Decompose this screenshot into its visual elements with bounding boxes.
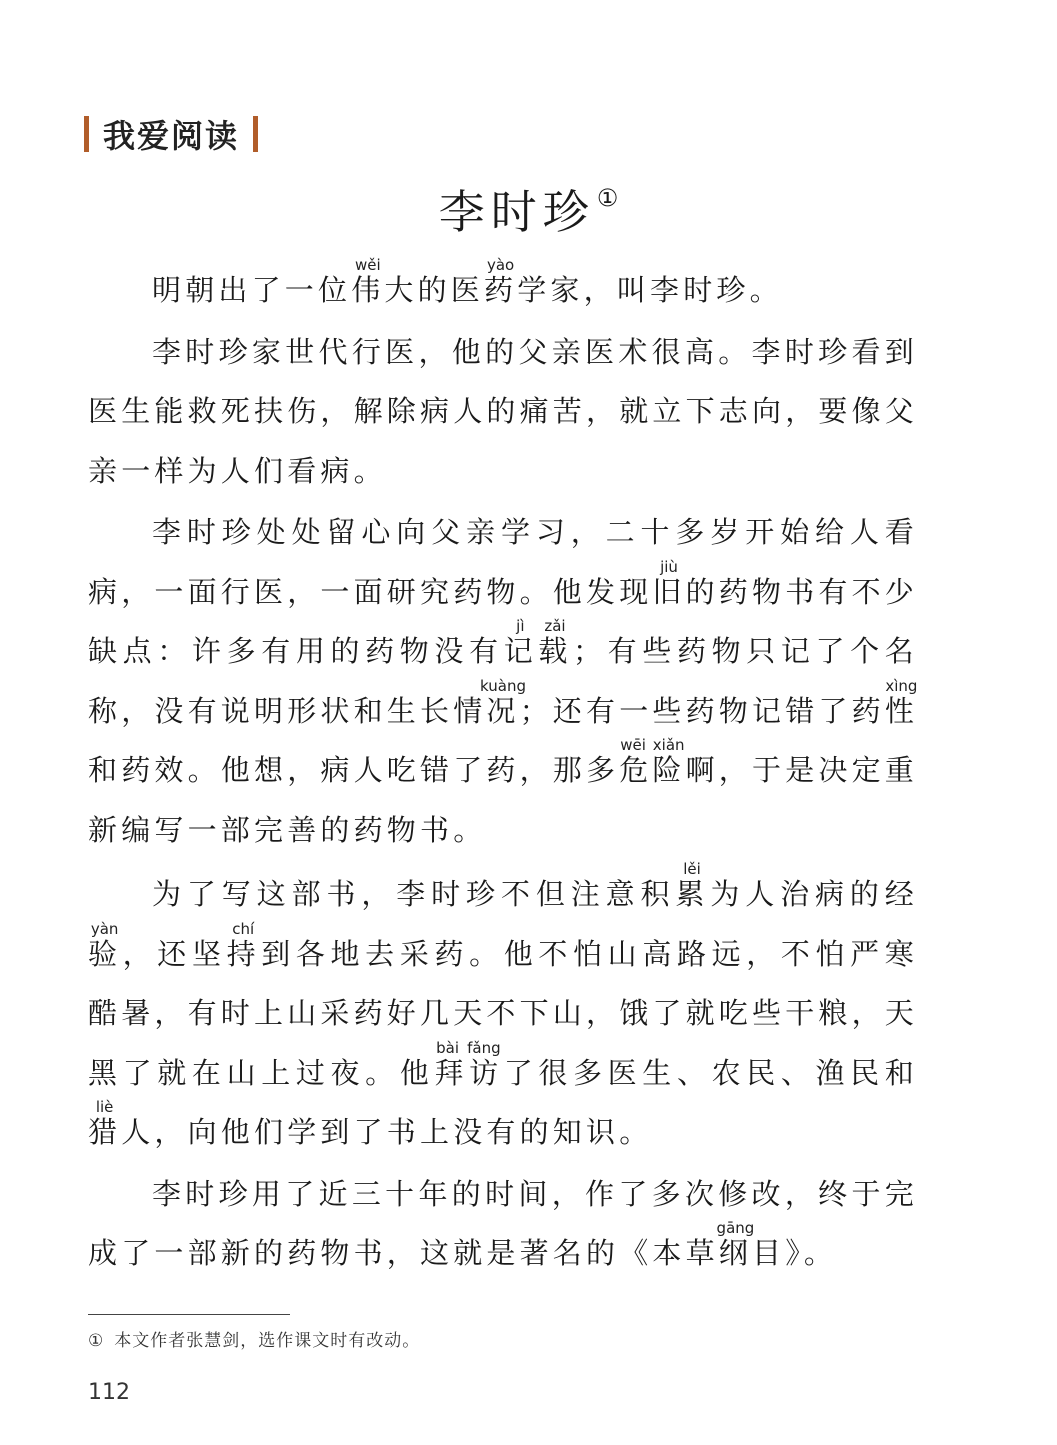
text-run: 李时珍家世代行医，他的父亲医术很高。李时珍看到医生能救死扶伤，解除病人的痛苦，就立下志向，要像父亲一样为人们看病。: [88, 334, 919, 488]
ruby-annotated-word: 拜访bài fǎng: [434, 1038, 504, 1090]
text-run: ，还坚: [122, 936, 227, 971]
pinyin: lěi: [675, 860, 709, 878]
section-header: [84, 112, 258, 156]
text-run: 的药物书有不少缺点：许多有用的药物没有: [88, 574, 919, 668]
ruby-annotated-word: 猎liè: [88, 1098, 122, 1149]
ruby-annotated-word: 累lěi: [675, 860, 711, 911]
footnote-mark: ①: [88, 1331, 105, 1351]
article-title: 李时珍: [438, 185, 595, 239]
pinyin: xìng: [884, 676, 919, 695]
pinyin: wēi xiǎn: [619, 736, 686, 754]
text-run: 李时珍用了近三十年的时间，作了多次修改，终于完成了一部新的药物书，这就是著名的《本草: [88, 1176, 918, 1270]
paragraph: [88, 258, 918, 321]
pinyin: zǎi: [538, 617, 572, 635]
footnote-text: 本文作者张慧剑，选作课文时有改动。: [114, 1331, 421, 1351]
ruby-annotated-word: 危险wēi xiǎn: [619, 736, 686, 787]
pinyin: yào: [484, 256, 518, 274]
ruby-annotated-word: 伟wěi: [351, 256, 385, 307]
section-bar-right: [253, 116, 258, 152]
text-run: 和药效。他想，病人吃错了药，那多: [88, 753, 620, 787]
section-bar-left: [84, 116, 89, 152]
ruby-annotated-word: 药yào: [484, 256, 518, 307]
pinyin: liè: [88, 1098, 122, 1116]
text-run: 明朝出了一位: [152, 273, 352, 307]
footnote: [88, 1326, 420, 1351]
page-number: 112: [88, 1380, 130, 1405]
text-run: ；还有一些药物记错了药: [519, 693, 885, 728]
pinyin: gāng: [716, 1219, 755, 1237]
pinyin: jiù: [652, 557, 686, 576]
pinyin: bài fǎng: [434, 1038, 503, 1057]
paragraph: [88, 503, 918, 860]
pinyin: wěi: [351, 256, 385, 274]
paragraph: [88, 862, 918, 1163]
text-run: 人，向他们学到了书上没有的知识。: [121, 1115, 653, 1149]
text-run: 学家，叫李时珍。: [517, 273, 783, 307]
paragraph: [88, 1165, 918, 1284]
article-title-wrap: [0, 176, 1057, 242]
text-run: 为人治病的经: [710, 877, 918, 911]
section-title: 我爱阅读: [103, 117, 240, 155]
text-run: 啊，于是决定重新编写一部完善的药物书。: [88, 753, 919, 847]
text-run: 李时珍处处留心向父亲学习，二十多岁开始给人看病，一面行医，一面研究药物。他发现: [88, 515, 918, 609]
ruby-annotated-word: 旧jiù: [652, 557, 686, 609]
pinyin: kuàng: [480, 676, 526, 695]
text-run: 了很多医生、农民、渔民和: [503, 1055, 918, 1090]
ruby-annotated-word: 验yàn: [88, 919, 123, 971]
text-run: ；有些药物只记了个名称，没有说明形状和生长情: [88, 634, 919, 728]
ruby-annotated-word: 记jì: [503, 617, 539, 668]
ruby-annotated-word: 持chí: [226, 919, 262, 971]
title-footnote-mark: ①: [596, 184, 619, 212]
ruby-annotated-word: 性xìng: [884, 676, 919, 728]
pinyin: yàn: [88, 919, 122, 938]
text-run: 目》。: [752, 1236, 838, 1270]
paragraph: [88, 323, 918, 502]
ruby-annotated-word: 纲gāng: [716, 1219, 755, 1270]
text-run: 大的医: [384, 273, 485, 307]
text-run: 为了写这部书，李时珍不但注意积: [152, 877, 676, 911]
footnote-divider: [88, 1314, 290, 1315]
ruby-annotated-word: 况kuàng: [480, 676, 526, 728]
text-run: 到各地去采药。他不怕山高路远，不怕严寒酷暑，有时上山采药好几天不下山，饿了就吃些干粮，天黑了就在山上过夜。他: [88, 936, 919, 1090]
ruby-annotated-word: 载zǎi: [538, 617, 574, 668]
article-body: [88, 258, 918, 1286]
pinyin: jì: [503, 617, 537, 635]
pinyin: chí: [226, 919, 260, 938]
